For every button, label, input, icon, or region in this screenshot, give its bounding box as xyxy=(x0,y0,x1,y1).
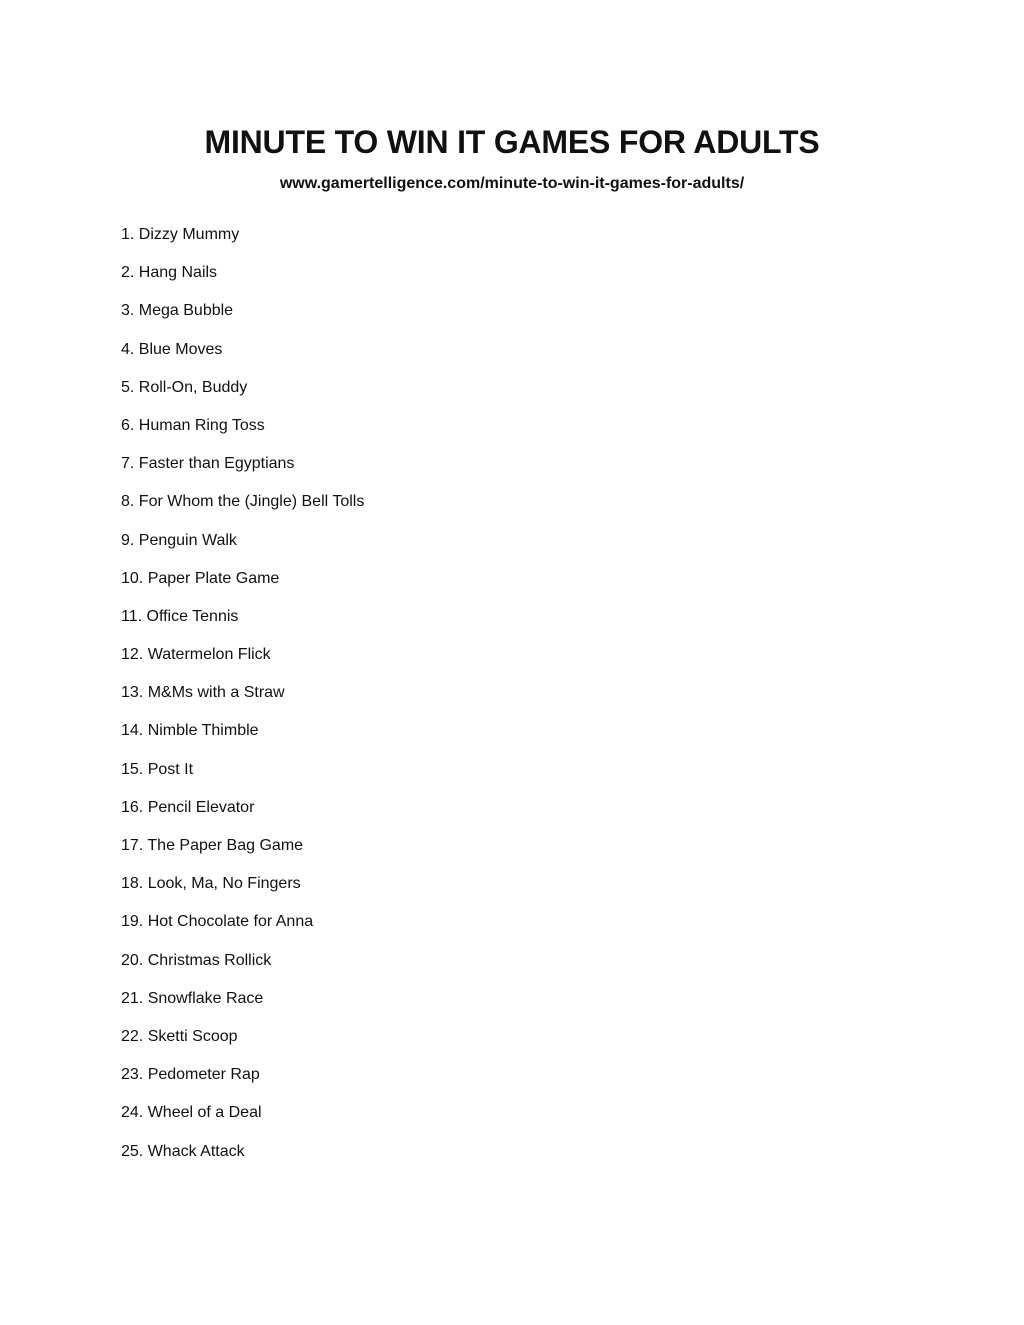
list-item: 12. Watermelon Flick xyxy=(121,646,271,664)
list-item: 7. Faster than Egyptians xyxy=(121,455,295,473)
list-item: 9. Penguin Walk xyxy=(121,531,237,549)
list-item: 17. The Paper Bag Game xyxy=(121,837,304,854)
games-list xyxy=(121,224,364,1179)
list-item: 15. Post It xyxy=(121,760,194,778)
list-item: 25. Whack Attack xyxy=(121,1142,245,1160)
list-item: 16. Pencil Elevator xyxy=(121,798,255,816)
list-item: 21. Snowflake Race xyxy=(121,989,264,1007)
list-item: 11. Office Tennis xyxy=(121,607,239,625)
list-item: 14. Nimble Thimble xyxy=(121,722,259,740)
list-item: 22. Sketti Scoop xyxy=(121,1027,238,1045)
list-item: 20. Christmas Rollick xyxy=(121,951,272,969)
list-item: 24. Wheel of a Deal xyxy=(121,1104,262,1122)
list-item: 3. Mega Bubble xyxy=(121,302,234,320)
source-url: www.gamertelligence.com/minute-to-win-it-games-for-adults/ xyxy=(279,175,745,192)
list-item: 10. Paper Plate Game xyxy=(121,569,280,587)
list-item: 23. Pedometer Rap xyxy=(121,1066,260,1084)
list-item: 1. Dizzy Mummy xyxy=(121,226,240,243)
page-title: MINUTE TO WIN IT GAMES FOR ADULTS xyxy=(204,124,820,160)
list-item: 4. Blue Moves xyxy=(121,340,223,358)
list-item: 5. Roll-On, Buddy xyxy=(121,378,248,396)
list-item: 18. Look, Ma, No Fingers xyxy=(121,875,301,893)
list-item: 13. M&Ms with a Straw xyxy=(121,684,285,702)
list-item: 2. Hang Nails xyxy=(121,264,218,282)
list-item: 6. Human Ring Toss xyxy=(121,416,265,434)
list-item: 8. For Whom the (Jingle) Bell Tolls xyxy=(121,493,365,511)
list-item: 19. Hot Chocolate for Anna xyxy=(121,913,314,931)
